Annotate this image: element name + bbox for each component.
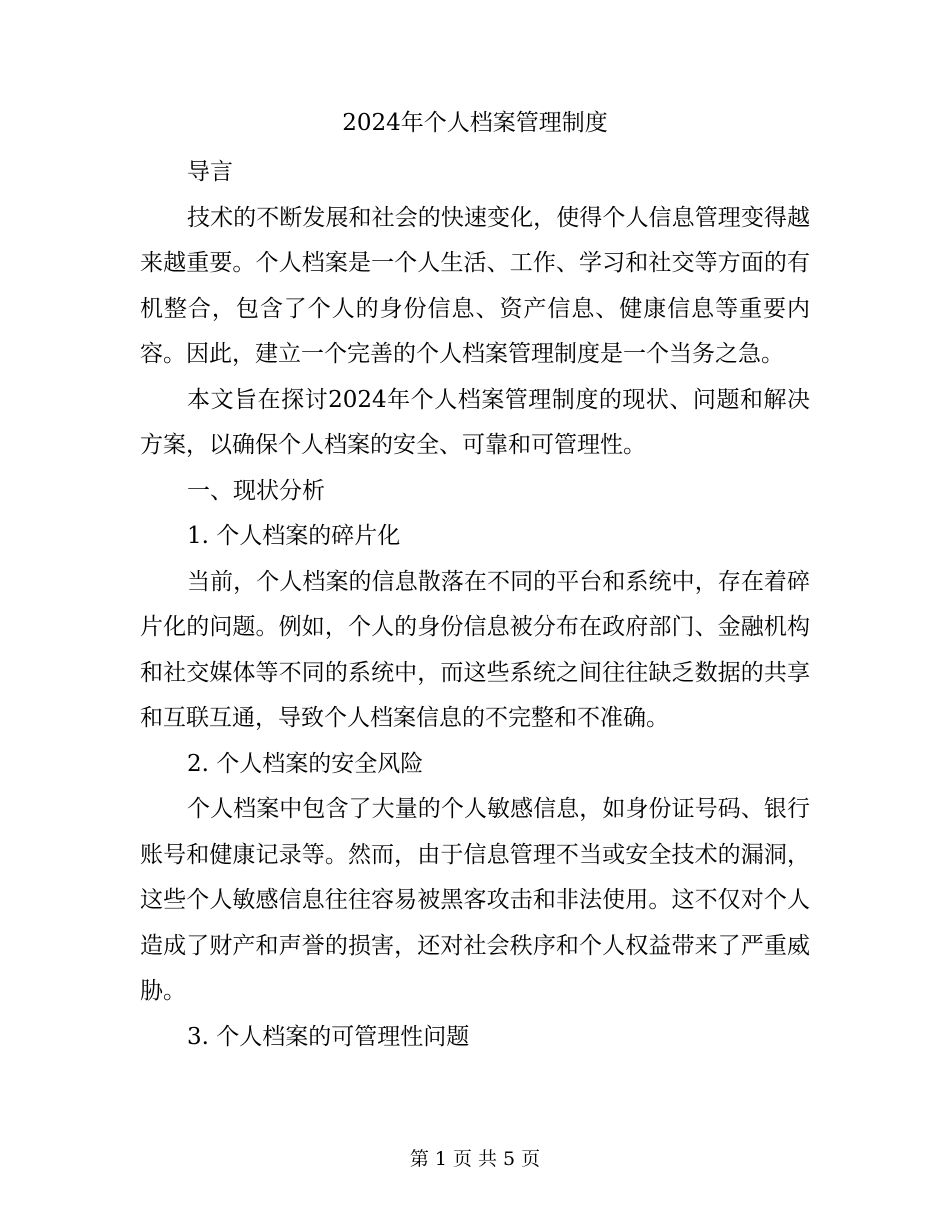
section-heading-intro: 导言 (187, 159, 233, 185)
paragraph-fragmentation: 当前，个人档案的信息散落在不同的平台和系统中，存在着碎片化的问题。例如，个人的身份信息被分布在政府部门、金融机构和社交媒体等不同的系统中，而这些系统之间往往缺乏数据的共享和互联互通，导致个人档案信息的不完整和不准确。 (140, 568, 810, 731)
paragraph-background: 技术的不断发展和社会的快速变化，使得个人信息管理变得越来越重要。个人档案是一个人生活、工作、学习和社交等方面的有机整合，包含了个人的身份信息、资产信息、健康信息等重要内容。因此，建立一个完善的个人档案管理制度是一个当务之急。 (140, 204, 810, 367)
subheading-manageability: 3. 个人档案的可管理性问题 (187, 1023, 470, 1050)
section-heading-status: 一、现状分析 (187, 477, 325, 504)
subheading-fragmentation: 1. 个人档案的碎片化 (187, 523, 401, 549)
subheading-security-risk: 2. 个人档案的安全风险 (187, 750, 424, 777)
paragraph-purpose: 本文旨在探讨2024年个人档案管理制度的现状、问题和解决方案，以确保个人档案的安全、可靠和可管理性。 (140, 386, 810, 458)
paragraph-security-risk: 个人档案中包含了大量的个人敏感信息，如身份证号码、银行账号和健康记录等。然而，由于信息管理不当或安全技术的漏洞，这些个人敏感信息往往容易被黑客攻击和非法使用。这不仅对个人造成了财产和声誉的损害，还对社会秩序和个人权益带来了严重威胁。 (140, 796, 810, 1004)
document-body (140, 150, 810, 1060)
document-title: 2024年个人档案管理制度 (342, 110, 608, 136)
page-footer: 第 1 页 共 5 页 (409, 1148, 541, 1170)
